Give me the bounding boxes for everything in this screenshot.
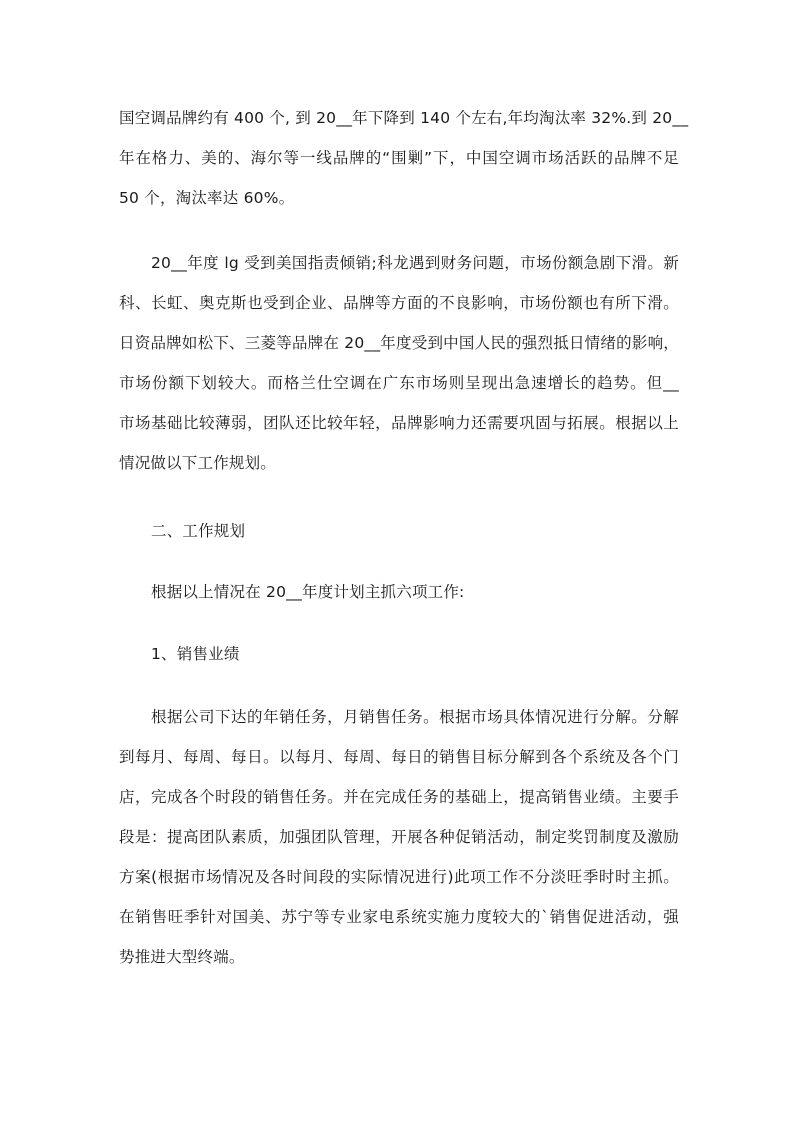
text-line: 方案(根据市场情况及各时间段的实际情况进行)此项工作不分淡旺季时时主抓。: [119, 868, 679, 886]
text-line: 店，完成各个时段的销售任务。并在完成任务的基础上，提高销售业绩。主要手: [119, 788, 679, 806]
item-heading-sales: 1、销售业绩: [151, 645, 240, 663]
text-line: 国空调品牌约有 400 个, 到 20__年下降到 140 个左右,年均淘汰率 32%.到 20__: [119, 109, 689, 127]
text-line: 50 个，淘汰率达 60%。: [119, 189, 295, 207]
text-line: 势推进大型终端。: [119, 948, 245, 966]
plan-intro: 根据以上情况在 20__年度计划主抓六项工作:: [151, 583, 465, 601]
paragraph-market-brands: [119, 98, 689, 218]
text-line: 年在格力、美的、海尔等一线品牌的“围剿”下，中国空调市场活跃的品牌不足: [119, 149, 679, 167]
text-line: 情况做以下工作规划。: [119, 454, 277, 472]
text-line: 段是：提高团队素质，加强团队管理，开展各种促销活动，制定奖罚制度及激励: [119, 828, 679, 846]
text-line: 根据公司下达的年销任务，月销售任务。根据市场具体情况进行分解。分解: [151, 708, 679, 726]
paragraph-competitor-analysis: [119, 243, 679, 483]
paragraph-sales-plan: [119, 697, 679, 977]
text-line: 市场份额下划较大。而格兰仕空调在广东市场则呈现出急速增长的趋势。但__: [119, 374, 679, 392]
text-line: 20__年度 lg 受到美国指责倾销;科龙遇到财务问题，市场份额急剧下滑。新: [151, 254, 679, 272]
text-line: 市场基础比较薄弱，团队还比较年轻，品牌影响力还需要巩固与拓展。根据以上: [119, 414, 679, 432]
text-line: 科、长虹、奥克斯也受到企业、品牌等方面的不良影响，市场份额也有所下滑。: [119, 294, 679, 312]
section-heading: 二、工作规划: [151, 522, 246, 540]
text-line: 在销售旺季针对国美、苏宁等专业家电系统实施力度较大的`销售促进活动，强: [119, 908, 679, 926]
text-line: 到每月、每周、每日。以每月、每周、每日的销售目标分解到各个系统及各个门: [119, 748, 679, 766]
text-line: 日资品牌如松下、三菱等品牌在 20__年度受到中国人民的强烈抵日情绪的影响，: [119, 334, 679, 352]
